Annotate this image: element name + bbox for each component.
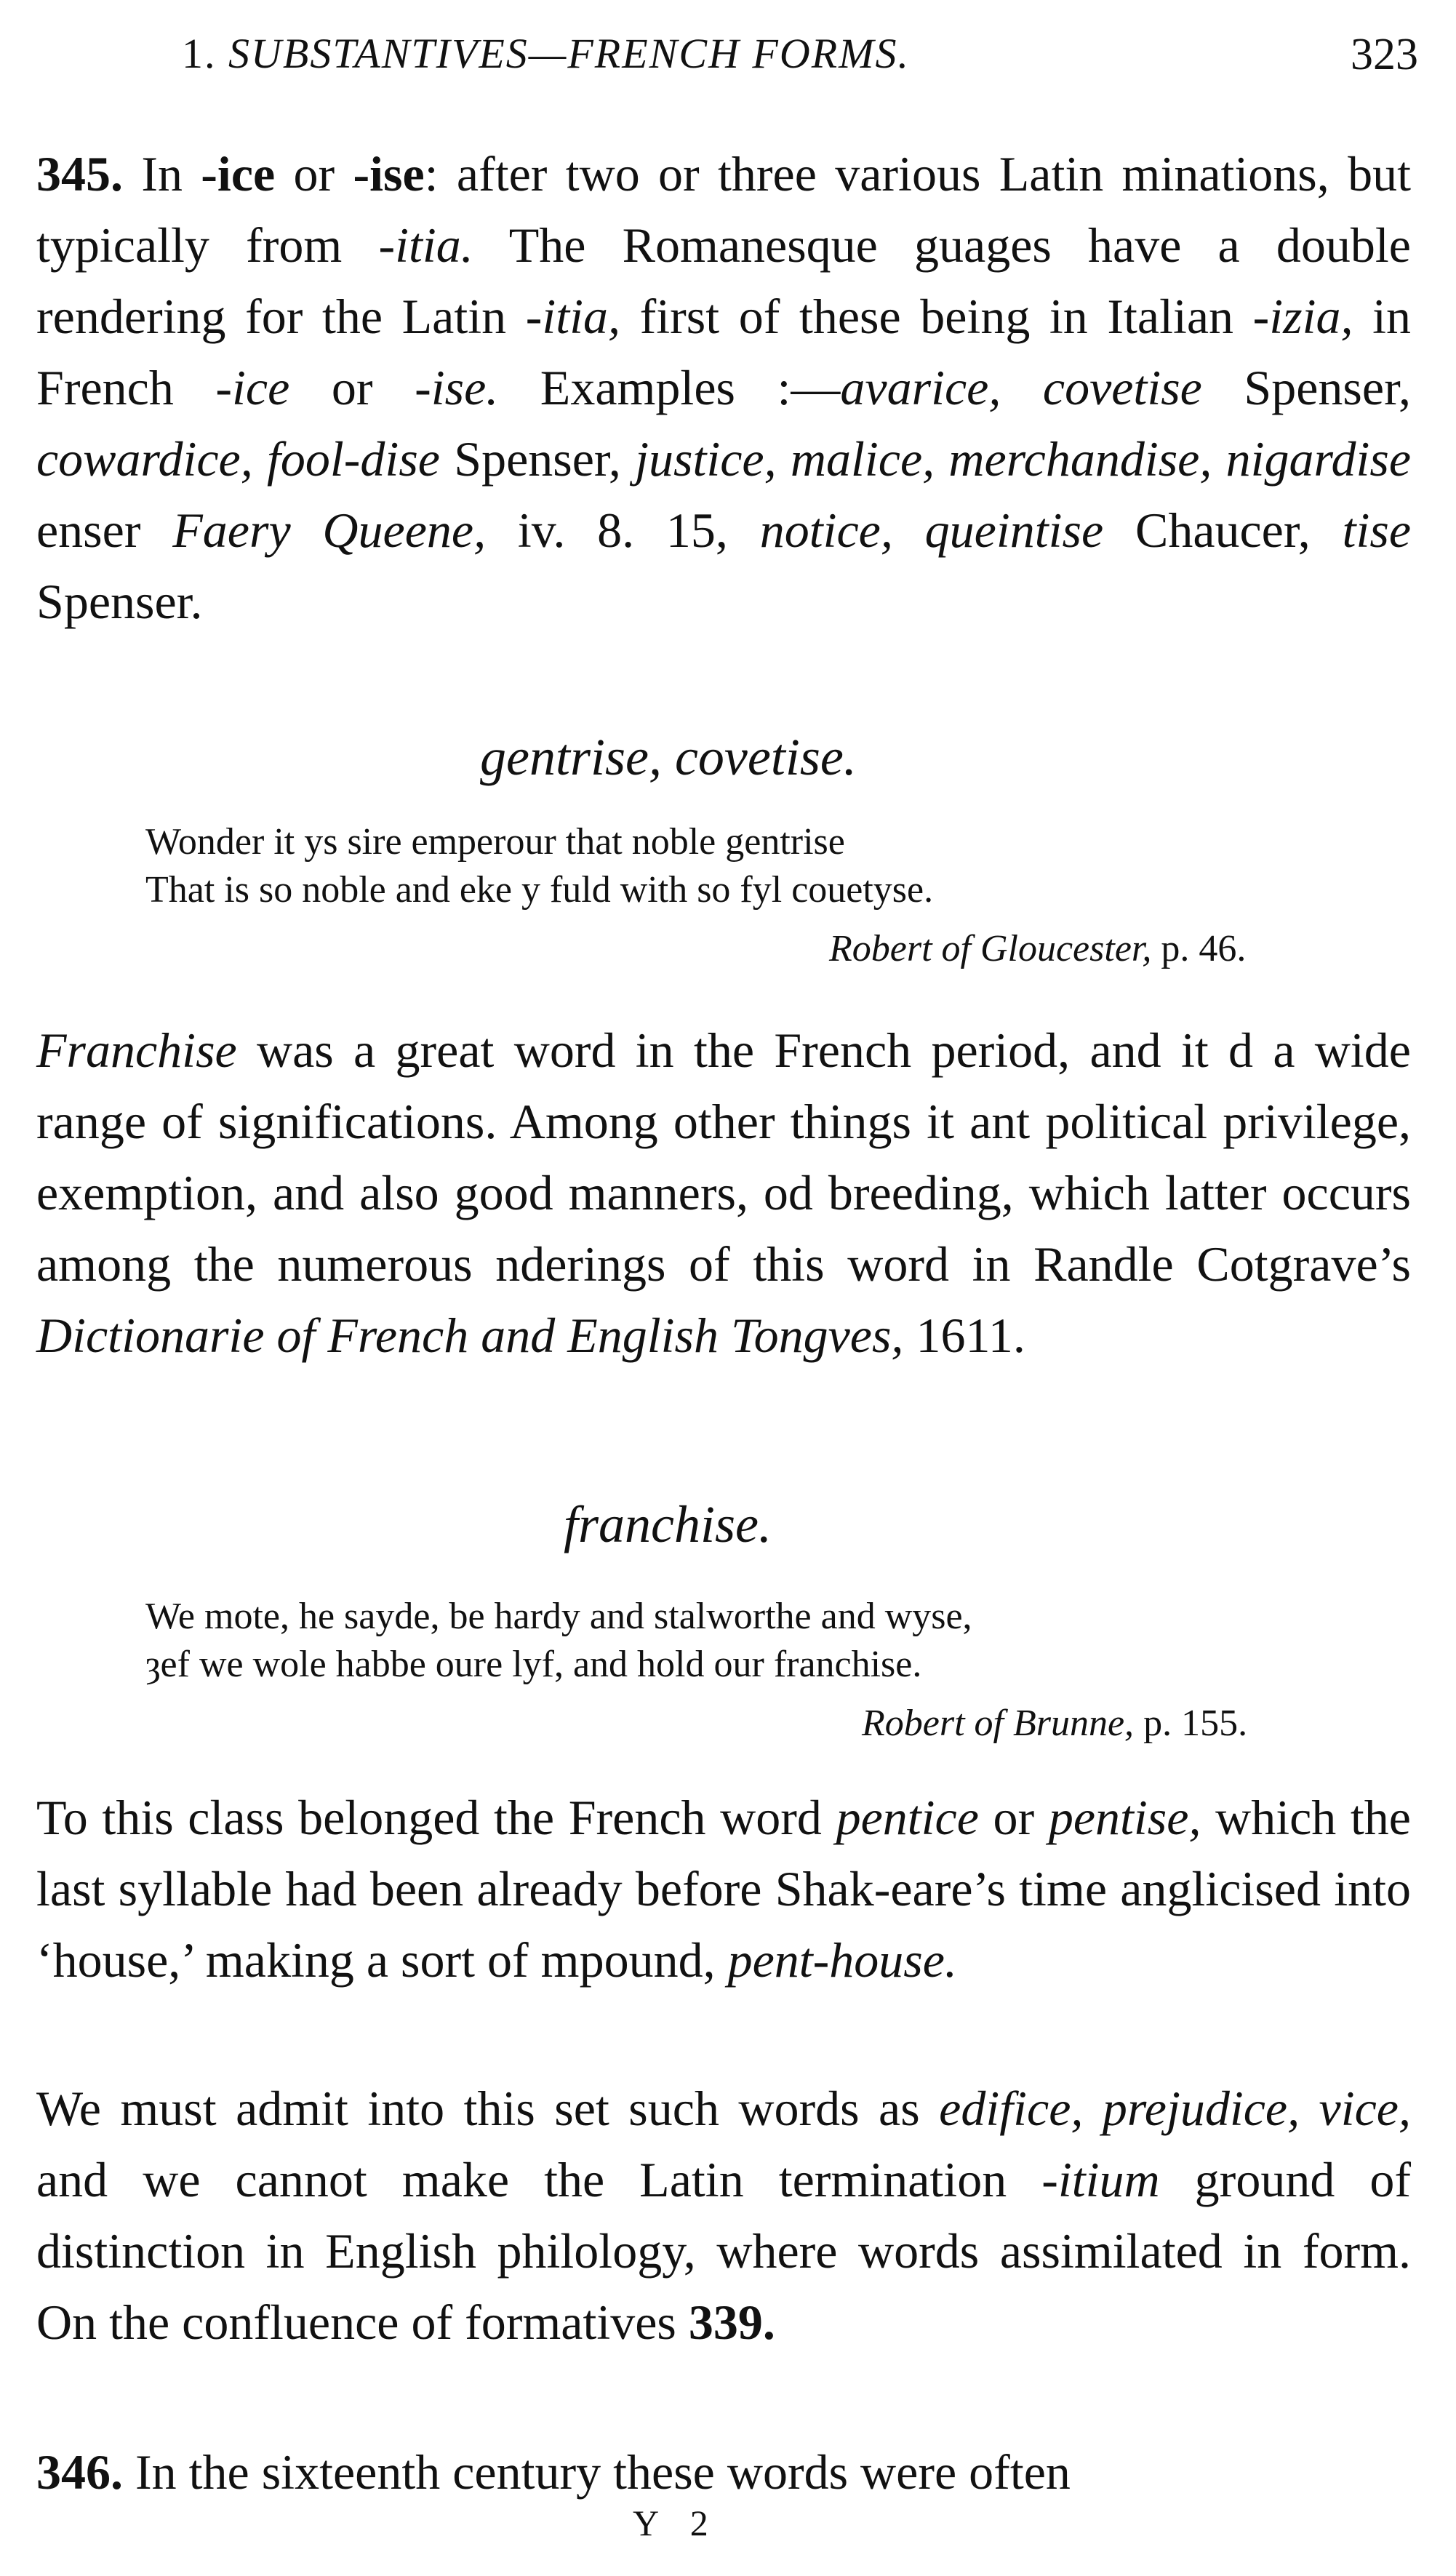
verse-line: Wonder it ys sire emperour that noble gentrise: [145, 821, 845, 863]
chapter-title: SUBSTANTIVES—FRENCH FORMS.: [228, 30, 910, 77]
section-number: 346.: [36, 2444, 123, 2500]
citation-gloucester: Robert of Gloucester, p. 46.: [829, 928, 1247, 969]
section-346-paragraph: 346. In the sixteenth century these words were often: [36, 2444, 1071, 2500]
chapter-heading: 1. SUBSTANTIVES—FRENCH FORMS.: [182, 30, 910, 77]
quote-heading-franchise: franchise.: [564, 1495, 772, 1553]
pentice-paragraph: To this class belonged the French word pentice or pentise, which the last syllable had been already before Shak-eare’s time anglicised into ‘house,’ making a sort of mpound, pent-house.: [36, 1790, 1411, 1988]
verse-line: That is so noble and eke y fuld with so fyl couetyse.: [145, 869, 934, 911]
citation-brunne: Robert of Brunne, p. 155.: [862, 1703, 1248, 1744]
quotation-brunne: [145, 1593, 1382, 1689]
running-header: [182, 29, 1418, 95]
section-345-paragraph: 345. In -ice or -ise: after two or three various Latin minations, but typically from -itia. The Romanesque guages have a double rendering for the Latin -itia, first of these being in Italian -izia, in French -ice or -ise. Examples :—avarice, covetise Spenser, cowardice, fool-dise Spenser, justice, malice, merchandise, nigardise enser Faery Queene, iv. 8. 15, notice, queintise Chaucer, tise Spenser.: [36, 146, 1412, 629]
verse-line: ȝef we wole habbe oure lyf, and hold our franchise.: [145, 1644, 922, 1685]
quote-heading-gentrise: gentrise, covetise.: [480, 728, 857, 786]
signature-mark: Y 2: [633, 2503, 720, 2543]
quotation-gloucester: [145, 818, 1382, 914]
verse-line: We mote, he sayde, be hardy and stalworthe and wyse,: [145, 1596, 972, 1637]
franchise-paragraph: Franchise was a great word in the French period, and it d a wide range of significations. Among other things it ant political privilege, exemption, and also good manners, od breeding, which latter occurs among the numerous nderings of this word in Randle Cotgrave’s Dictionarie of French and English Tongves, 1611.: [36, 1023, 1411, 1363]
page-number: 323: [1351, 30, 1418, 79]
cross-reference: 339.: [688, 2295, 775, 2350]
edifice-paragraph: We must admit into this set such words as edifice, prejudice, vice, and we cannot make the Latin termination -itium ground of distinction in English philology, where words assimilated in form. On the confluence of formatives 339.: [36, 2081, 1411, 2350]
section-number: 345.: [36, 146, 123, 201]
